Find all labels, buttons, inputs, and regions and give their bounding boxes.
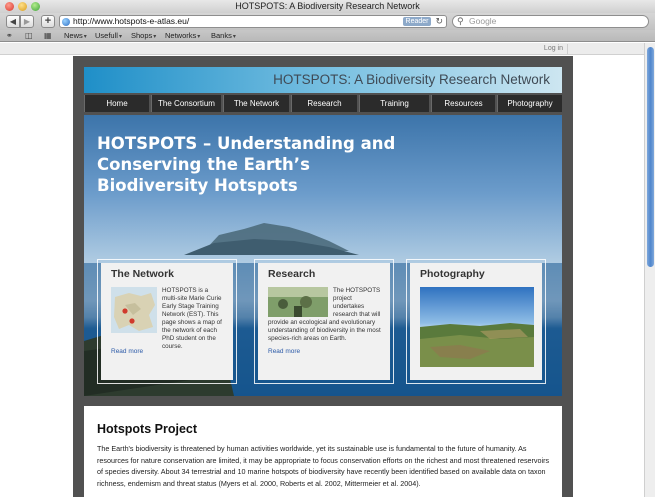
card-body	[101, 263, 233, 380]
hero-title: HOTSPOTS – Understanding and Conserving the Earth’s Biodiversity Hotspots	[97, 134, 396, 195]
nav-the-network[interactable]: The Network	[223, 95, 289, 112]
card-heading: Photography	[420, 268, 485, 280]
read-more-link[interactable]: Read more	[268, 348, 301, 355]
bookmark-label: News	[64, 31, 83, 40]
chevron-down-icon: ▾	[197, 34, 201, 40]
forward-button[interactable]	[20, 15, 34, 28]
window-titlebar	[0, 0, 655, 13]
bookmark-news[interactable]	[64, 30, 87, 43]
bookmark-label: Banks	[211, 31, 232, 40]
reload-icon[interactable]: ↻	[435, 16, 443, 26]
chevron-down-icon: ▾	[118, 34, 122, 40]
utility-strip	[0, 43, 644, 55]
section-body: The Earth's biodiversity is threatened by human activities worldwide, yet its sustainable use is fundamental to the future of humanity. As resources for nature conservation are limited, it may be appropriate to focus conservation efforts on the richest and most threatened reservoirs of species diversity. About 34 terrestrial and 10 marine hotspots of biodiversity have recently been identified based on available data on taxon richness, endemism and threat status (Myers et al. 2000, Roberts et al. 2002, Mittermeier et al. 2004).	[97, 444, 550, 488]
browser-toolbar	[0, 13, 655, 30]
address-bar[interactable]	[59, 15, 447, 28]
nav-photography[interactable]: Photography	[497, 95, 562, 112]
search-input[interactable]	[452, 15, 649, 28]
back-arrow-icon: ◀	[9, 17, 17, 26]
reading-list-icon[interactable]: ⚭	[6, 31, 13, 40]
scroll-thumb[interactable]	[647, 47, 654, 267]
europe-map-thumbnail[interactable]	[111, 287, 157, 333]
window-title: HOTSPOTS: A Biodiversity Research Network	[235, 1, 420, 11]
project-section	[84, 406, 562, 497]
bookmark-shops[interactable]	[131, 30, 156, 43]
chevron-down-icon: ▾	[153, 34, 157, 40]
bookmark-label: Networks	[165, 31, 197, 40]
section-heading: Hotspots Project	[97, 422, 198, 436]
minimize-window-icon[interactable]	[18, 2, 27, 11]
bookmark-label: Shops	[131, 31, 153, 40]
card-photography[interactable]	[406, 259, 546, 384]
bookmark-usefull[interactable]	[95, 30, 122, 43]
card-text: provide an ecological and evolutionary understanding of biodiversity in the most species-rich areas on Earth.	[268, 319, 381, 342]
zoom-window-icon[interactable]	[31, 2, 40, 11]
site-title: HOTSPOTS: A Biodiversity Research Network	[273, 72, 550, 87]
card-body	[258, 263, 390, 380]
add-bookmark-button[interactable]	[41, 15, 55, 28]
login-link[interactable]: Log in	[543, 45, 563, 52]
open-book-icon[interactable]: ◫	[25, 31, 33, 40]
bookmarks-bar	[0, 30, 655, 42]
card-heading: The Network	[111, 268, 175, 280]
nav-resources[interactable]: Resources	[431, 95, 495, 112]
card-text: HOTSPOTS is a multi-site Marie Curie Early Stage Training Network (EST). This page shows a map of the network of each PhD student on the course.	[162, 287, 222, 350]
card-body	[410, 263, 542, 380]
url-text: http://www.hotspots-e-atlas.eu/	[73, 16, 190, 26]
nav-training[interactable]: Training	[359, 95, 429, 112]
search-icon: ⚲	[457, 16, 464, 26]
bookmark-label: Usefull	[95, 31, 118, 40]
card-the-network[interactable]	[97, 259, 237, 384]
bookmark-networks[interactable]	[165, 30, 200, 43]
bookmark-banks[interactable]	[211, 30, 236, 43]
chevron-down-icon: ▾	[83, 34, 87, 40]
nav-research[interactable]: Research	[291, 95, 357, 112]
back-button[interactable]	[6, 15, 20, 28]
read-more-link[interactable]: Read more	[111, 348, 144, 355]
top-sites-grid-icon[interactable]: ▦	[44, 31, 52, 40]
card-research[interactable]	[254, 259, 394, 384]
aerial-photo-thumbnail[interactable]	[420, 287, 534, 367]
card-heading: Research	[268, 268, 316, 280]
main-nav	[84, 95, 562, 112]
nav-home[interactable]: Home	[84, 95, 149, 112]
map-pin-icon	[122, 308, 127, 313]
search-placeholder: Google	[469, 16, 497, 26]
site-header-banner	[84, 67, 562, 93]
nav-the-consortium[interactable]: The Consortium	[151, 95, 221, 112]
forward-arrow-icon: ▶	[23, 17, 31, 26]
vertical-scrollbar[interactable]	[644, 43, 655, 497]
divider	[567, 44, 568, 54]
reader-button[interactable]: Reader	[403, 17, 431, 26]
card-text: The HOTSPOTS project undertakes research that will	[333, 287, 381, 318]
research-photo-thumbnail[interactable]	[268, 287, 328, 317]
globe-icon	[62, 18, 70, 26]
chevron-down-icon: ▾	[232, 34, 236, 40]
plus-icon: +	[44, 15, 52, 27]
map-pin-icon	[129, 318, 134, 323]
close-window-icon[interactable]	[5, 2, 14, 11]
